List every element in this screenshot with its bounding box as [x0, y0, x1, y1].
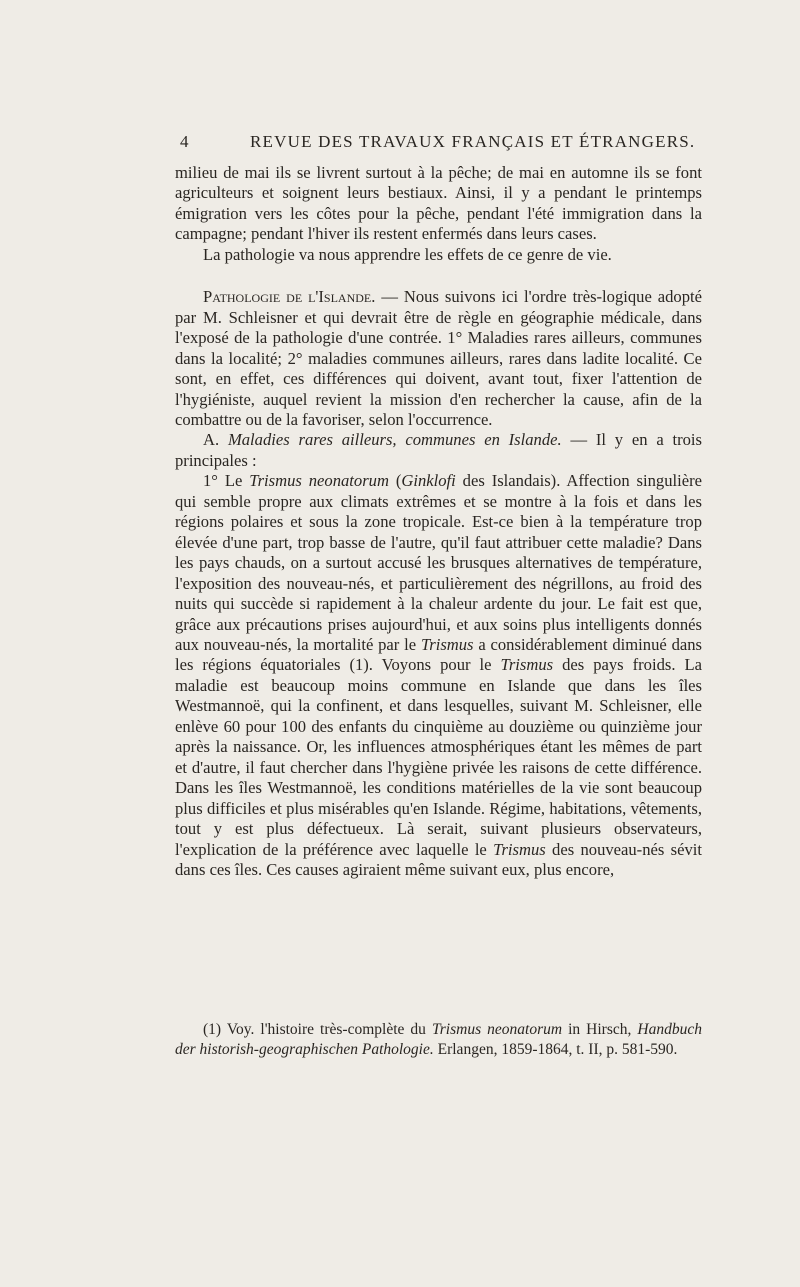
paragraph-text: A.	[203, 430, 228, 450]
paragraph	[175, 163, 702, 245]
paragraph-text: milieu de mai ils se livrent surtout à la pêche; de mai en automne ils se font agriculteurs et soignent leurs bestiaux. Ainsi, il y a pendant le printemps émigration vers les côtes pour la pêche, pendant l'été immigration dans la campagne; pendant l'hiver ils restent enfermés dans leurs cases.	[175, 163, 702, 244]
paragraph-text: des Islandais). Affection singulière qui semble propre aux climats extrêmes et se montre à la fois et dans les régions polaires et sous la zone tropicale. Est-ce bien à la température trop élevée d'une part, trop basse de l'autre, qu'il faut attribuer cette maladie? Dans les pays chauds, on a surtout accusé les brusques alternatives de température, l'exposition des nouveau-nés, et particulièrement des négrillons, au froid des nuits qui succède si rapidement à la chaleur ardente du jour. Le fait est que, grâce aux précautions prises aujourd'hui, et aux soins plus intelligents donnés aux nouveau-nés, la mortalité par le	[175, 471, 702, 654]
footnote-italic: Handbuch der historish-geographischen Pathologie.	[175, 1021, 702, 1058]
italic-text: Trismus	[493, 839, 546, 859]
italic-text: Trismus	[420, 634, 474, 654]
italic-text: Trismus	[500, 655, 554, 675]
italic-text: Trismus neonatorum	[249, 471, 389, 491]
paragraph	[175, 287, 702, 430]
paragraph	[175, 471, 702, 880]
paragraph-text: La pathologie va nous apprendre les effets de ce genre de vie.	[203, 244, 612, 264]
paragraph-text: — Il y en a trois principales :	[175, 430, 702, 470]
paragraph-text: (	[388, 471, 402, 491]
footnote-italic: Trismus neonatorum	[431, 1021, 563, 1038]
paragraph-text: des pays froids. La maladie est beaucoup moins commune en Islande que dans les îles Westmannoë, qui la confinent, et dans lesquelles, suivant M. Schleisner, elle enlève 60 pour 100 des enfants du cinquième au douzième ou quinzième jour après la naissance. Or, les influences atmosphériques étant les mêmes de part et d'autre, il faut chercher dans l'hygiène privée les raisons de cette différence. Dans les îles Westmannoë, les conditions matérielles de la vie sont beaucoup plus difficiles et plus misérables qu'en Islande. Régime, habitations, vêtements, tout y est plus défectueux. Là serait, suivant plusieurs observateurs, l'explication de la préférence avec laquelle le	[175, 655, 702, 859]
footnote	[175, 1020, 702, 1059]
italic-text: Ginklofi	[401, 471, 456, 491]
footnote-text: Erlangen, 1859-1864, t. II, p. 581-590.	[433, 1040, 678, 1058]
paragraph-text: des nouveau-nés sévit dans ces îles. Ces causes agiraient même suivant eux, plus encore,	[175, 839, 702, 879]
paragraph-text: — Nous suivons ici l'ordre très-logique adopté par M. Schleisner et qui devrait être de règle en géographie médicale, dans l'exposé de la pathologie d'une contrée. 1° Maladies rares ailleurs, communes dans la localité; 2° maladies communes ailleurs, rares dans ladite localité. Ce sont, en effet, ces différences qui doivent, avant tout, fixer l'attention de l'hygiéniste, auquel revient la mission d'en rechercher la cause, afin de la combattre ou de la favoriser, selon l'occurrence.	[175, 287, 702, 429]
italic-text: Maladies rares ailleurs, communes en Islande.	[227, 430, 562, 450]
section-gap	[175, 265, 702, 287]
paragraph	[175, 430, 702, 471]
paragraph	[175, 245, 702, 265]
footnote-text: in Hirsch,	[562, 1021, 638, 1038]
section-heading: Pathologie de l'Islande.	[203, 287, 376, 307]
running-title: REVUE DES TRAVAUX FRANÇAIS ET ÉTRANGERS.	[250, 132, 696, 151]
paragraph-text: a considérablement diminué dans les régions équatoriales (1). Voyons pour le	[175, 634, 702, 675]
main-text	[175, 163, 702, 880]
page-number: 4	[180, 132, 190, 151]
paragraph-text: 1° Le	[203, 471, 250, 491]
footnote-text: (1) Voy. l'histoire très-complète du	[203, 1021, 432, 1038]
